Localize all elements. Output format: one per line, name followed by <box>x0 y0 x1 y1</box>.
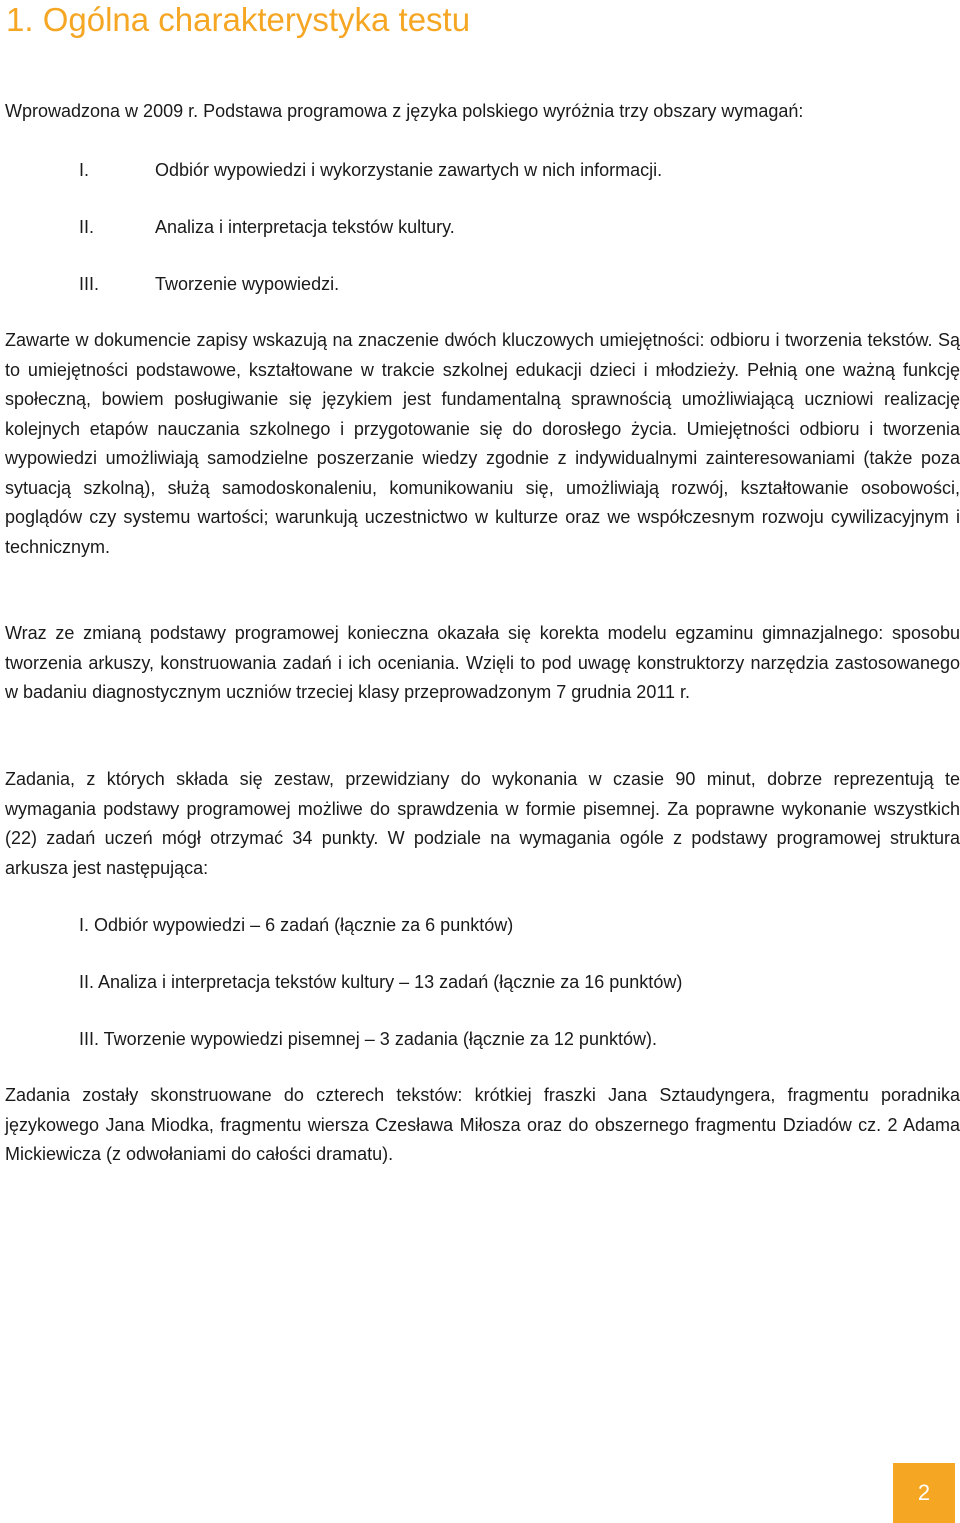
page-number-badge: 2 <box>893 1463 955 1523</box>
requirement-number-1: I. <box>79 160 90 180</box>
requirement-text-3: Tworzenie wypowiedzi. <box>155 274 340 294</box>
structure-item-3: III. Tworzenie wypowiedzi pisemnej – 3 zadania (łącznie za 12 punktów). <box>79 1029 657 1049</box>
paragraph-tasks: Zadania, z których składa się zestaw, przewidziany do wykonania w czasie 90 minut, dobrze reprezentują te wymagania podstawy programowej możliwe do sprawdzenia w formie pisemnej. Za poprawne wykonanie wszystkich (22) zadań uczeń mógł otrzymać 34 punkty. W podziale na wymagania ogóle z podstawy programowej struktura arkusza jest następująca: <box>5 769 960 878</box>
paragraph-skills: Zawarte w dokumencie zapisy wskazują na znaczenie dwóch kluczowych umiejętności: odbioru i tworzenia tekstów. Są to umiejętności podstawowe, kształtowane w trakcie szkolnej edukacji dzieci i młodzieży. Pełnią one ważną funkcję społeczną, bowiem posługiwanie się językiem jest fundamentalną sprawnością umożliwiającą uczniowi realizację kolejnych etapów nauczania szkolnego i przygotowanie się do dorosłego życia. Umiejętności odbioru i tworzenia wypowiedzi umożliwiają samodzielne poszerzanie wiedzy zgodnie z indywidualnymi zainteresowaniami (także poza sytuacją szkolną), służą samodoskonaleniu, komunikowaniu się, umożliwiają rozwój, kształtowanie osobowości, poglądów czy systemu wartości; warunkują uczestnictwo w kulturze oraz we współczesnym rozwoju cywilizacyjnym i technicznym. <box>5 330 960 557</box>
structure-item-1: I. Odbiór wypowiedzi – 6 zadań (łącznie za 6 punktów) <box>79 915 514 935</box>
requirement-text-1: Odbiór wypowiedzi i wykorzystanie zawartych w nich informacji. <box>155 160 663 180</box>
requirement-number-3: III. <box>79 274 100 294</box>
paragraph-exam-model: Wraz ze zmianą podstawy programowej konieczna okazała się korekta modelu egzaminu gimnazjalnego: sposobu tworzenia arkuszy, konstruowania zadań i ich oceniania. Wzięli to pod uwagę konstruktorzy narzędzia zastosowanego w badaniu diagnostycznym uczniów trzeciej klasy przeprowadzonym 7 grudnia 2011 r. <box>5 623 960 702</box>
section-heading: 1. Ogólna charakterystyka testu <box>6 1 471 38</box>
paragraph-texts: Zadania zostały skonstruowane do czterech tekstów: krótkiej fraszki Jana Sztaudyngera, fragmentu poradnika językowego Jana Miodka, fragmentu wiersza Czesława Miłosza oraz do obszernego fragmentu Dziadów cz. 2 Adama Mickiewicza (z odwołaniami do całości dramatu). <box>5 1085 960 1164</box>
intro-paragraph: Wprowadzona w 2009 r. Podstawa programowa z języka polskiego wyróżnia trzy obszary wymagań: <box>5 101 804 121</box>
requirement-text-2: Analiza i interpretacja tekstów kultury. <box>155 217 455 237</box>
requirement-number-2: II. <box>79 217 95 237</box>
structure-item-2: II. Analiza i interpretacja tekstów kultury – 13 zadań (łącznie za 16 punktów) <box>79 972 683 992</box>
